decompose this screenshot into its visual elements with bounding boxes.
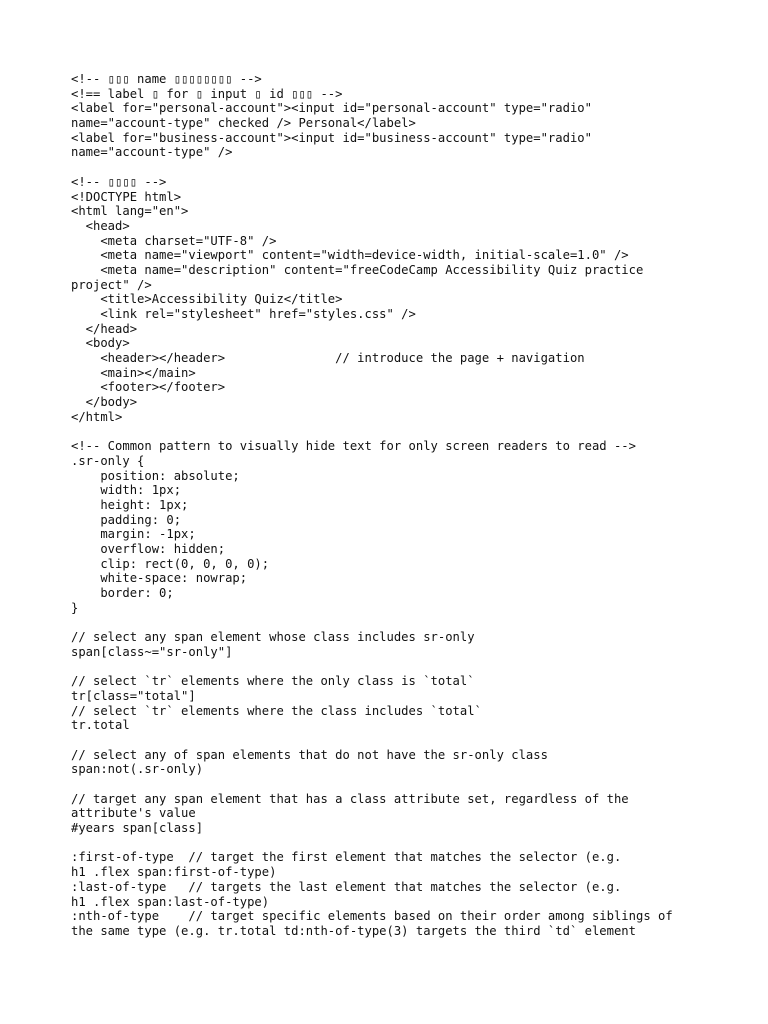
- code-line: <!DOCTYPE html>: [71, 189, 182, 204]
- code-line: padding: 0;: [71, 512, 182, 527]
- code-line: </html>: [71, 409, 123, 424]
- code-line: #years span[class]: [71, 821, 204, 836]
- code-line: h1 .flex span:first-of-type): [71, 865, 277, 880]
- code-line: height: 1px;: [71, 497, 189, 512]
- code-line: <!-- Common pattern to visually hide text for only screen readers to read -->: [71, 439, 636, 454]
- code-line: margin: -1px;: [71, 527, 196, 542]
- code-line: <!== label ▯ for ▯ input ▯ id ▯▯▯ -->: [71, 86, 343, 101]
- code-line: position: absolute;: [71, 468, 240, 483]
- code-line: <html lang="en">: [71, 204, 189, 219]
- code-line: span:not(.sr-only): [71, 762, 204, 777]
- code-line: name="account-type" />: [71, 145, 233, 160]
- code-line: </head>: [71, 321, 138, 336]
- code-line: [71, 836, 731, 851]
- code-line: tr[class="total"]: [71, 688, 196, 703]
- code-line: </body>: [71, 395, 138, 410]
- code-line: <head>: [71, 218, 130, 233]
- code-line: // select `tr` elements where the only class is `total`: [71, 674, 475, 689]
- code-line: :nth-of-type // target specific elements based on their order among siblings of: [71, 909, 673, 924]
- code-line: .sr-only {: [71, 453, 145, 468]
- code-line: span[class~="sr-only"]: [71, 644, 233, 659]
- code-line: the same type (e.g. tr.total td:nth-of-type(3) targets the third `td` element: [71, 923, 636, 938]
- code-line: <title>Accessibility Quiz</title>: [71, 292, 343, 307]
- code-line: clip: rect(0, 0, 0, 0);: [71, 556, 270, 571]
- code-line: width: 1px;: [71, 483, 182, 498]
- code-line: <label for="business-account"><input id="business-account" type="radio": [71, 130, 592, 145]
- code-line: }: [71, 600, 79, 615]
- code-line: [71, 615, 731, 630]
- code-line: <!-- ▯▯▯▯ -->: [71, 174, 167, 189]
- code-line: <meta name="viewport" content="width=device-width, initial-scale=1.0" />: [71, 248, 629, 263]
- code-line: :last-of-type // targets the last element that matches the selector (e.g.: [71, 879, 622, 894]
- code-line: [71, 160, 731, 175]
- code-line: project" />: [71, 277, 152, 292]
- code-line: [71, 425, 731, 440]
- code-line: <!-- ▯▯▯ name ▯▯▯▯▯▯▯▯ -->: [71, 72, 262, 86]
- code-document: [71, 72, 731, 939]
- code-line: :first-of-type // target the first element that matches the selector (e.g.: [71, 850, 622, 865]
- code-line: <meta name="description" content="freeCodeCamp Accessibility Quiz practice: [71, 262, 644, 277]
- code-line: [71, 660, 731, 675]
- code-line: <link rel="stylesheet" href="styles.css" />: [71, 307, 416, 321]
- code-line: [71, 777, 731, 792]
- code-line: border: 0;: [71, 586, 174, 601]
- code-line: <header></header> // introduce the page + navigation: [71, 351, 585, 366]
- code-line: <body>: [71, 336, 130, 351]
- code-line: [71, 733, 731, 748]
- code-line: name="account-type" checked /> Personal</label>: [71, 116, 416, 131]
- code-line: <meta charset="UTF-8" />: [71, 233, 277, 248]
- code-line: // select any span element whose class includes sr-only: [71, 630, 475, 645]
- code-line: white-space: nowrap;: [71, 571, 248, 586]
- code-line: // select any of span elements that do not have the sr-only class: [71, 747, 548, 762]
- code-line: // select `tr` elements where the class includes `total`: [71, 703, 482, 718]
- code-line: tr.total: [71, 718, 130, 733]
- code-line: <label for="personal-account"><input id="personal-account" type="radio": [71, 101, 592, 116]
- code-line: <main></main>: [71, 365, 196, 380]
- code-line: h1 .flex span:last-of-type): [71, 894, 270, 909]
- code-line: // target any span element that has a class attribute set, regardless of the: [71, 791, 629, 806]
- code-line: overflow: hidden;: [71, 542, 226, 556]
- code-line: attribute's value: [71, 806, 196, 821]
- code-line: <footer></footer>: [71, 380, 226, 395]
